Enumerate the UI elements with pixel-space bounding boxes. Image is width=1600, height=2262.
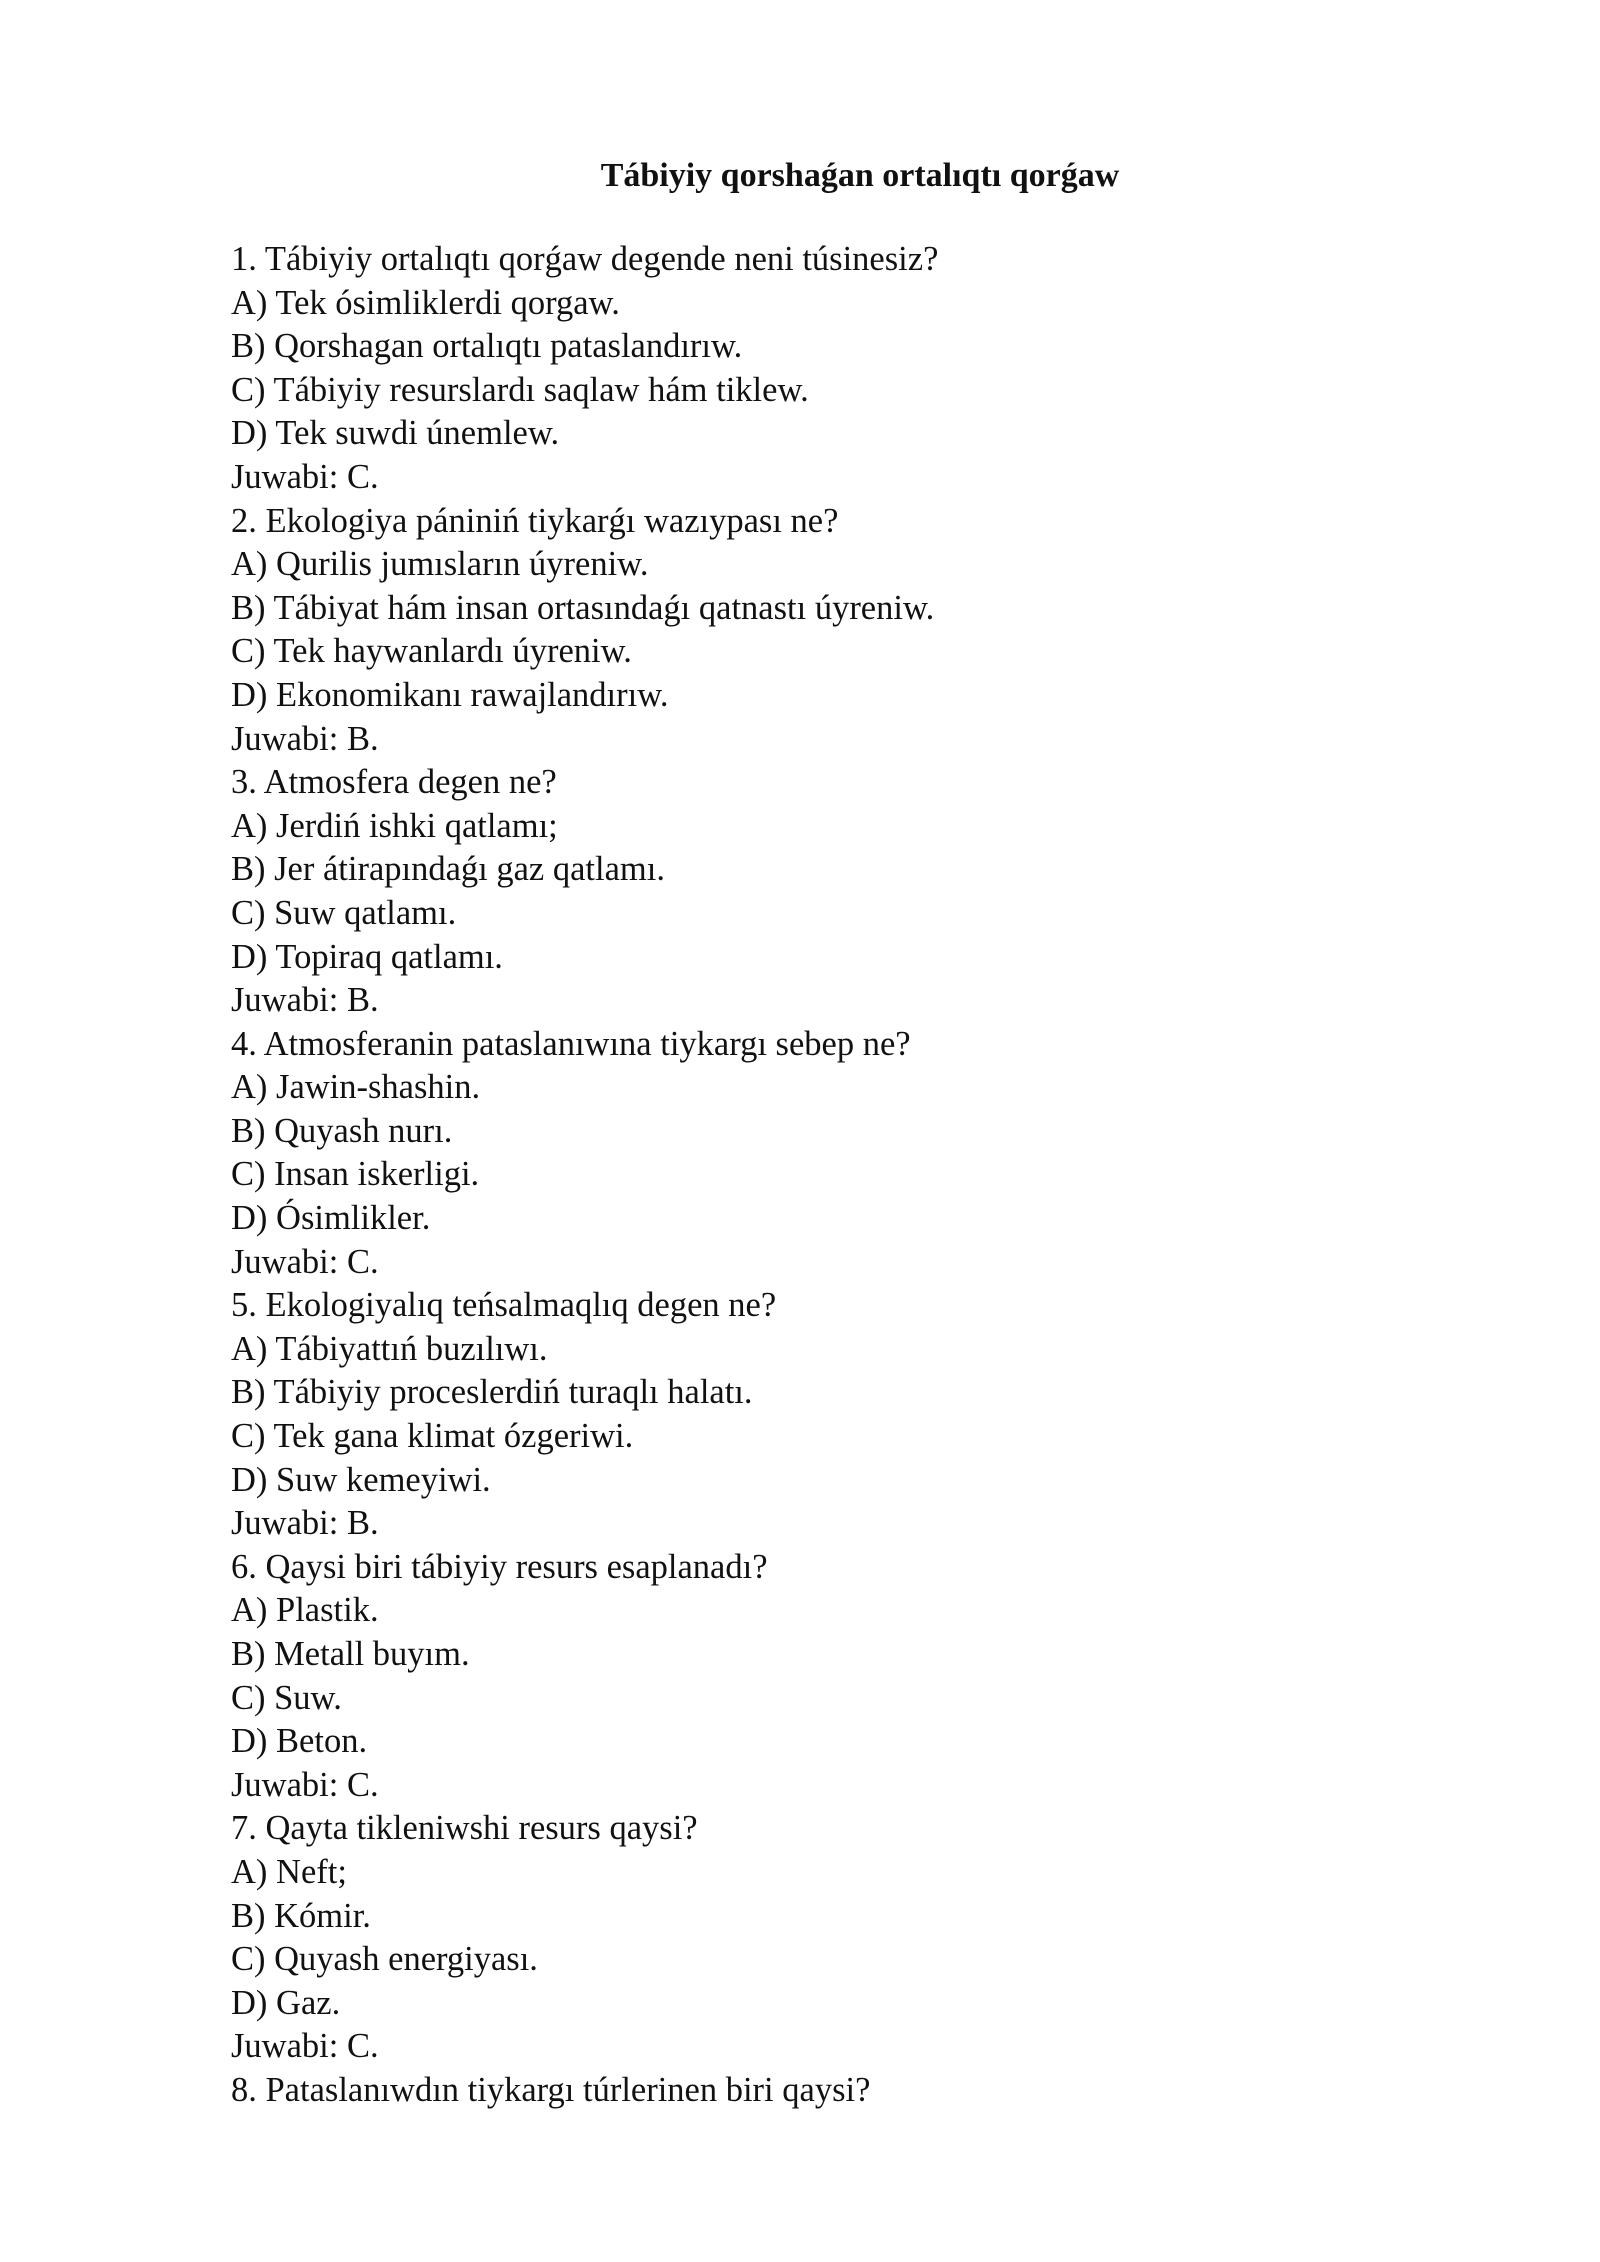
question-text: 6. Qaysi biri tábiyiy resurs esaplanadı?: [231, 1547, 768, 1586]
option-b: B) Kómir.: [231, 1896, 371, 1935]
option-b: B) Tábiyat hám insan ortasındaǵı qatnastı úyreniw.: [231, 588, 935, 627]
option-b: B) Jer átirapındaǵı gaz qatlamı.: [231, 850, 665, 889]
option-d: D) Topiraq qatlamı.: [231, 937, 503, 976]
question-block-8: [231, 2069, 1431, 2113]
answer-text: Juwabi: C.: [231, 1765, 379, 1804]
question-block-6: [231, 1546, 1431, 1808]
question-block-4: [231, 1023, 1431, 1285]
option-a: A) Neft;: [231, 1852, 347, 1891]
option-c: C) Quyash energiyası.: [231, 1940, 538, 1979]
answer-text: Juwabi: B.: [231, 981, 379, 1020]
question-text: 1. Tábiyiy ortalıqtı qorǵaw degende neni túsinesiz?: [231, 240, 939, 278]
option-b: B) Qorshagan ortalıqtı pataslandırıw.: [231, 327, 743, 366]
option-a: A) Tek ósimliklerdi qorgaw.: [231, 283, 620, 322]
option-c: C) Tek gana klimat ózgeriwi.: [231, 1417, 634, 1456]
option-c: C) Tek haywanlardı úyreniw.: [231, 632, 632, 671]
question-text: 4. Atmosferanin pataslanıwına tiykargı sebep ne?: [231, 1024, 911, 1063]
answer-text: Juwabi: C.: [231, 1242, 379, 1281]
option-d: D) Gaz.: [231, 1983, 341, 2022]
question-block-1: [231, 238, 1431, 500]
question-block-2: [231, 500, 1431, 762]
option-c: C) Suw qatlamı.: [231, 893, 457, 932]
document-title: Tábiyiy qorshaǵan ortalıqtı qorǵaw: [600, 157, 1120, 194]
option-b: B) Metall buyım.: [231, 1635, 470, 1673]
question-block-7: [231, 1807, 1431, 2069]
option-b: B) Quyash nurı.: [231, 1111, 453, 1150]
option-d: D) Tek suwdi únemlew.: [231, 414, 560, 453]
answer-text: Juwabi: C.: [231, 457, 379, 496]
question-text: 5. Ekologiyalıq teńsalmaqlıq degen ne?: [231, 1286, 777, 1325]
question-text: 8. Pataslanıwdın tiykargı túrlerinen biri qaysi?: [231, 2070, 871, 2109]
option-c: C) Insan iskerligi.: [231, 1155, 480, 1194]
option-d: D) Ósimlikler.: [231, 1199, 431, 1238]
question-list: [231, 238, 1431, 2113]
answer-text: Juwabi: C.: [231, 2027, 379, 2066]
option-c: C) Tábiyiy resurslardı saqlaw hám tiklew.: [231, 370, 809, 409]
question-text: 2. Ekologiya pániniń tiykarǵı wazıypası ne?: [231, 501, 839, 540]
question-text: 3. Atmosfera degen ne?: [231, 763, 557, 802]
answer-text: Juwabi: B.: [231, 1504, 379, 1543]
option-a: A) Plastik.: [231, 1591, 379, 1630]
option-d: D) Beton.: [231, 1722, 368, 1761]
option-a: A) Jerdiń ishki qatlamı;: [231, 806, 558, 845]
option-a: A) Tábiyattıń buzılıwı.: [231, 1329, 548, 1368]
option-d: D) Suw kemeyiwi.: [231, 1460, 491, 1499]
question-text: 7. Qayta tikleniwshi resurs qaysi?: [231, 1809, 698, 1848]
option-b: B) Tábiyiy proceslerdiń turaqlı halatı.: [231, 1373, 753, 1412]
option-a: A) Qurilis jumısların úyreniw.: [231, 545, 649, 584]
option-d: D) Ekonomikanı rawajlandırıw.: [231, 675, 669, 714]
answer-text: Juwabi: B.: [231, 719, 379, 758]
option-c: C) Suw.: [231, 1678, 342, 1717]
question-block-5: [231, 1284, 1431, 1546]
question-block-3: [231, 761, 1431, 1023]
option-a: A) Jawin-shashin.: [231, 1068, 481, 1107]
